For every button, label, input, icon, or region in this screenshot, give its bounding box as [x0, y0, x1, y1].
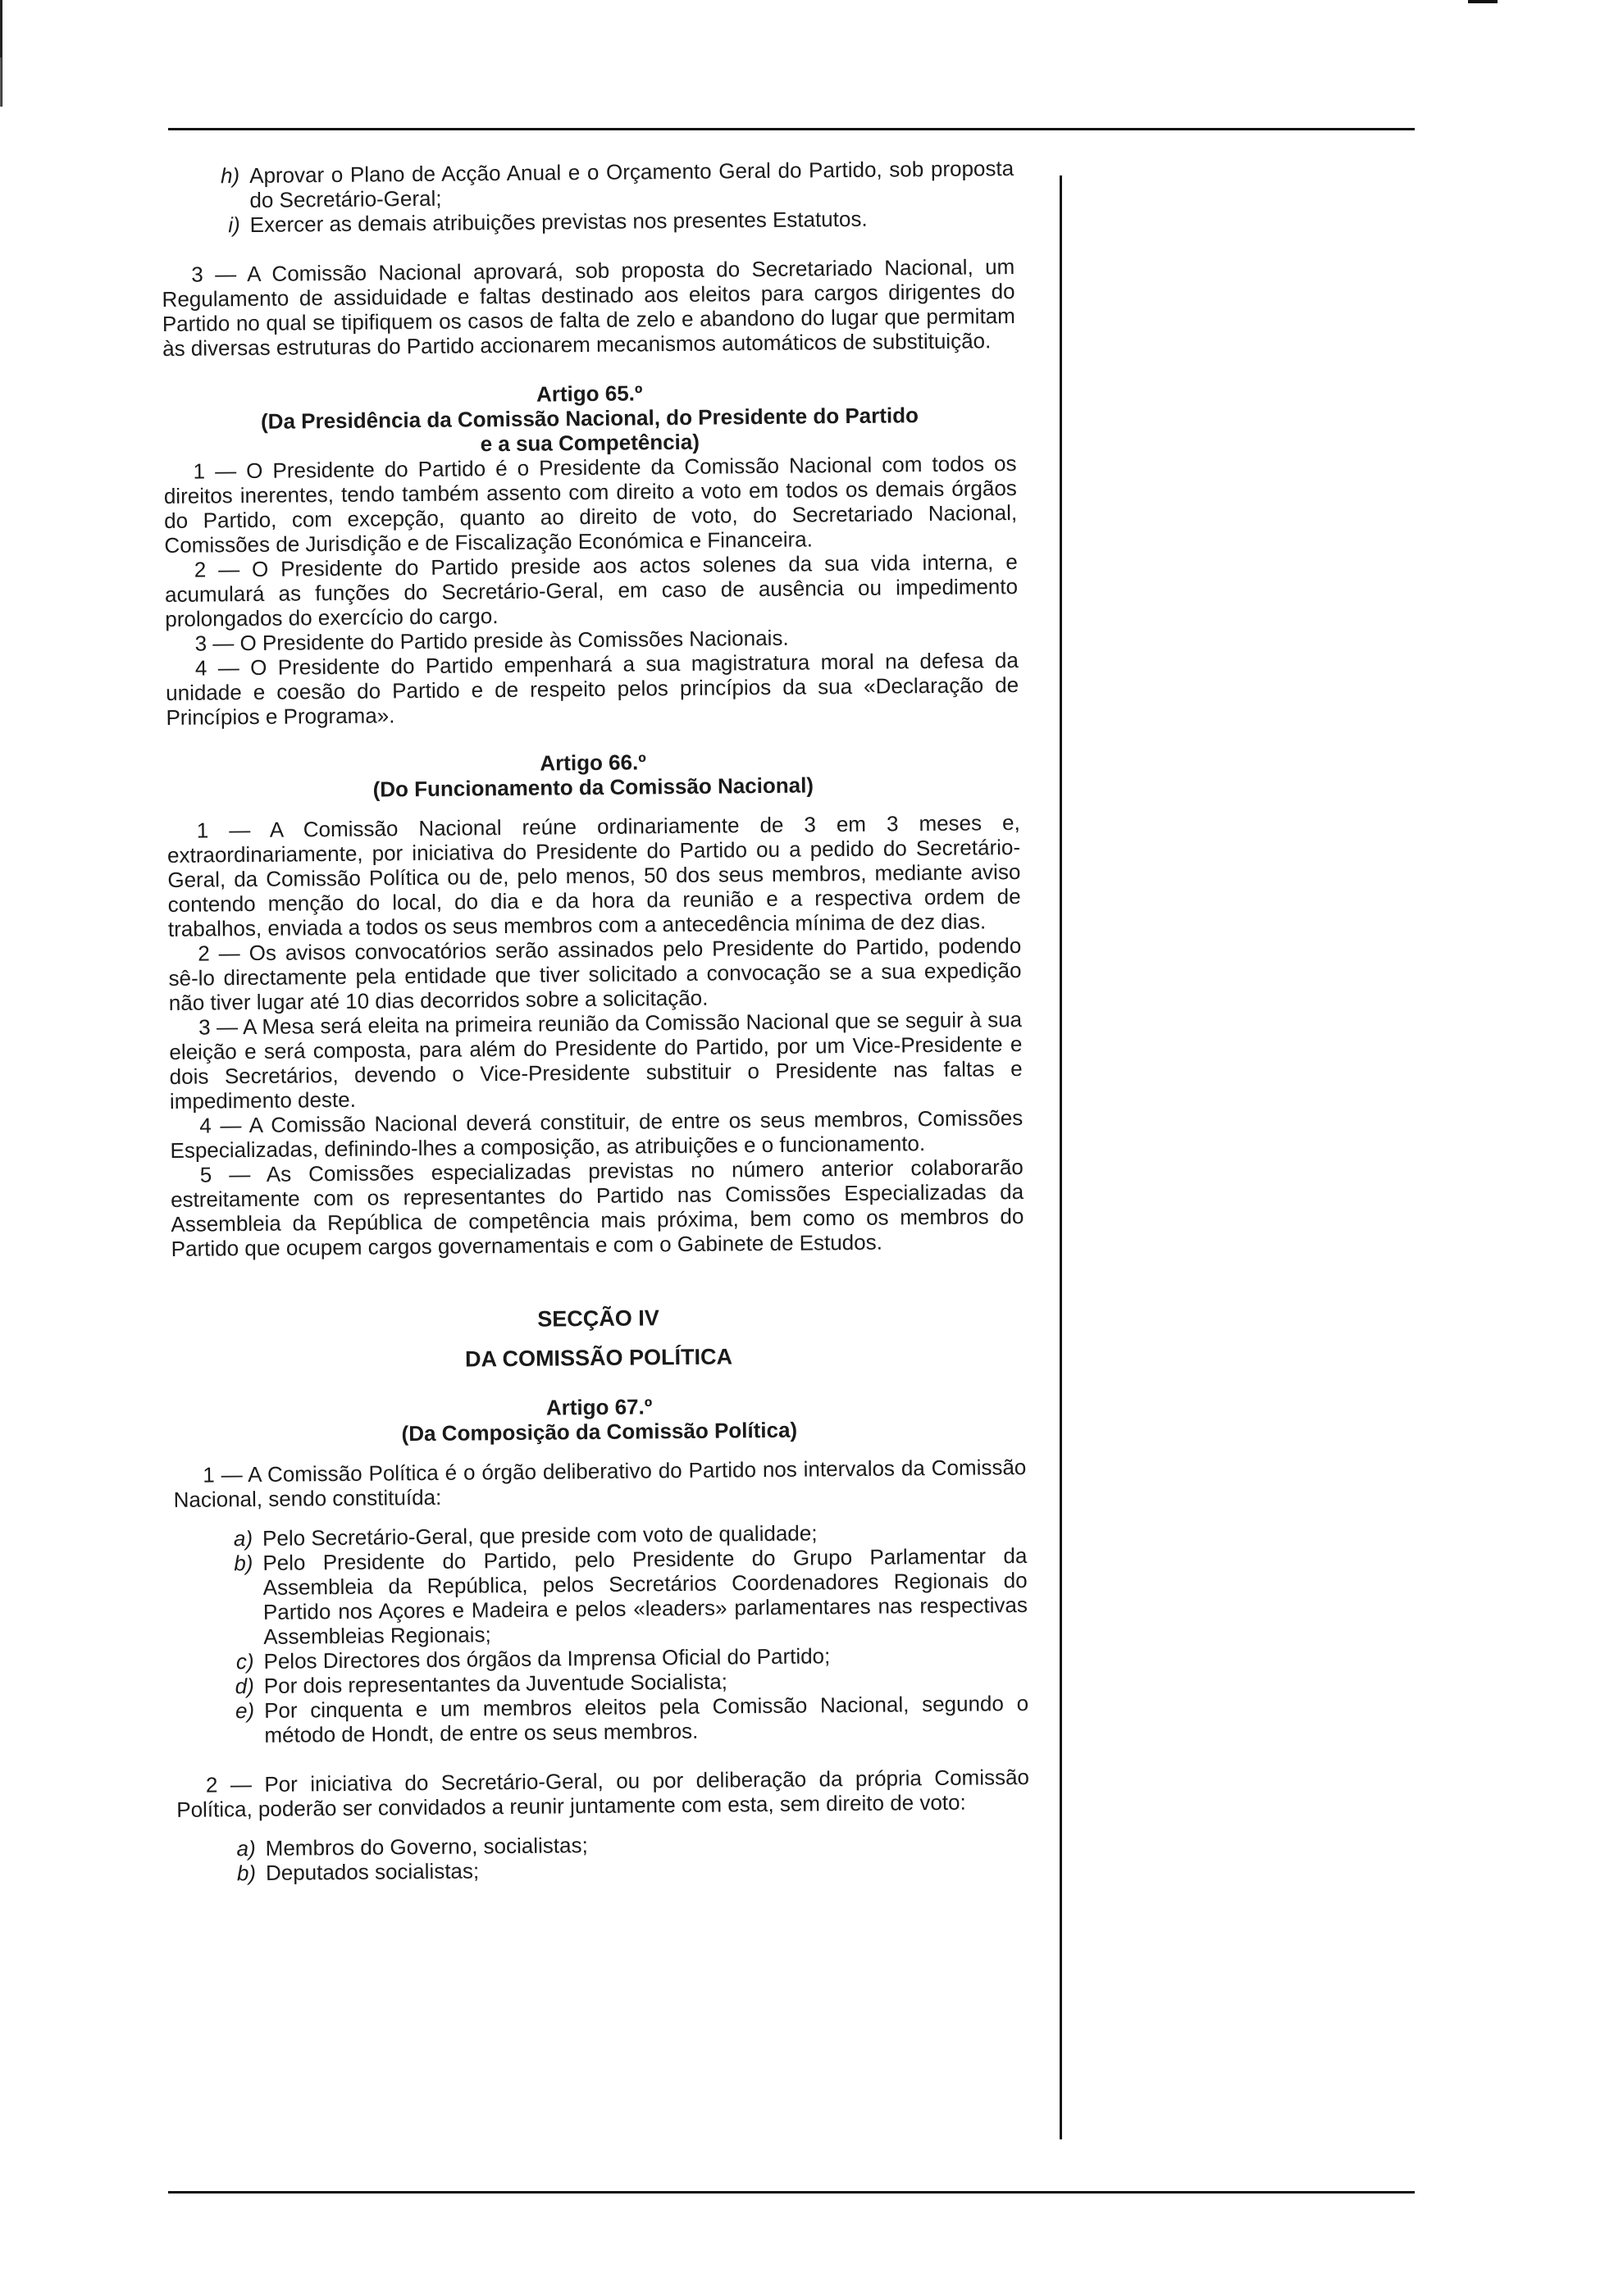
- list-item-label: c): [235, 1648, 254, 1674]
- list-item-text: Pelo Secretário-Geral, que preside com voto de qualidade;: [262, 1520, 818, 1551]
- paragraph: 2 — Os avisos convocatórios serão assinados pelo Presidente do Partido, podendo sê-lo directamente pela entidade que tiver solicitado a convocação se a sua expedição não tiver lugar até 10 dias decorridos sobre a solicitação.: [168, 932, 1022, 1015]
- paragraph: 5 — As Comissões especializadas previstas no número anterior colaborarão estreitamente com os representantes do Partido nas Comissões Especializadas da Assembleia da República de competência mais próxima, bem como os membros do Partido que ocupem cargos governamentais e com o Gabinete de Estudos.: [170, 1154, 1024, 1261]
- paragraph: 4 — A Comissão Nacional deverá constituir, de entre os seus membros, Comissões Especializadas, definindo-lhes a composição, as atribuições e o funcionamento.: [170, 1105, 1024, 1163]
- article-number: Artigo 67.º: [545, 1394, 653, 1420]
- items-top-list: [161, 156, 1014, 238]
- scan-corner-mark: [1468, 0, 1498, 3]
- composition-list: [174, 1519, 1029, 1748]
- paragraph: 4 — O Presidente do Partido empenhará a sua magistratura moral na defesa da unidade e coesão do Partido e de respeito pelos princípios da sua «Declaração de Princípios e Programa».: [166, 647, 1019, 730]
- paragraph: 3 — O Presidente do Partido preside às Comissões Nacionais.: [194, 625, 789, 656]
- article-number: Artigo 66.º: [540, 749, 646, 776]
- paragraph: 3 — A Comissão Nacional aprovará, sob proposta do Secretariado Nacional, um Regulamento de assiduidade e faltas destinado aos eleitos para cargos dirigentes do Partido no qual se tipifiquem os casos de falta de zelo e abandono do lugar que permitam às diversas estruturas do Partido accionarem mecanismos automáticos de substituição.: [162, 254, 1015, 361]
- article-title: (Da Presidência da Comissão Nacional, do Presidente do Partido: [260, 403, 919, 434]
- list-item-text: Membros do Governo, socialistas;: [265, 1833, 588, 1861]
- bottom-rule: [168, 2191, 1415, 2194]
- list-item-label: a): [236, 1835, 256, 1861]
- list-item: [210, 156, 1014, 212]
- paragraph: 2 — Por iniciativa do Secretário-Geral, ou por deliberação da própria Comissão Política, poderão ser convidados a reunir juntamente com esta, sem direito de voto:: [176, 1764, 1030, 1822]
- top-rule: [168, 128, 1415, 130]
- list-item-label: i): [228, 212, 240, 238]
- article-title: (Da Composição da Comissão Política): [401, 1417, 798, 1446]
- list-item-label: d): [235, 1673, 254, 1699]
- list-item-label: b): [236, 1860, 257, 1886]
- invitees-list: [177, 1829, 1031, 1886]
- list-item-label: e): [235, 1697, 255, 1724]
- list-item-text: Pelos Directores dos órgãos da Imprensa Oficial do Partido;: [263, 1643, 831, 1674]
- list-item: [225, 1691, 1029, 1747]
- article-number: Artigo 65.º: [536, 380, 643, 407]
- paragraph: 1 — O Presidente do Partido é o Presidente da Comissão Nacional com todos os direitos inerentes, tendo também assento com direito a voto em todos os demais órgãos do Partido, com excepção, quanto ao direito de voto, do Secretariado Nacional, Comissões de Jurisdição e de Fiscalização Económica e Financeira.: [163, 451, 1018, 558]
- list-item-text: Por dois representantes da Juventude Socialista;: [263, 1669, 728, 1698]
- paragraph: 3 — A Mesa será eleita na primeira reunião da Comissão Nacional que se seguir à sua eleição e será composta, para além do Presidente do Partido, por um Vice-Presidente e dois Secretários, devendo o Vice-Presidente substituir o Presidente nas faltas e impedimento deste.: [169, 1006, 1023, 1114]
- paragraph: 2 — O Presidente do Partido preside aos actos solenes da sua vida interna, e acumulará as funções do Secretário-Geral, em caso de ausência ou impedimento prolongados do exercício do cargo.: [164, 549, 1019, 631]
- section-title: DA COMISSÃO POLÍTICA: [464, 1344, 733, 1372]
- paragraph: 1 — A Comissão Nacional reúne ordinariamente de 3 em 3 meses e, extraordinariamente, por iniciativa do Presidente do Partido ou a pedido do Secretário-Geral, da Comissão Política ou de, pelo menos, 50 dos seus membros, mediante aviso contendo menção do local, do dia e da hora da reunião e a respectiva ordem de trabalhos, enviada a todos os seus membros com a antecedência mínima de dez dias.: [166, 809, 1021, 941]
- list-item-text: Exercer as demais atribuições previstas nos presentes Estatutos.: [249, 206, 868, 237]
- list-item-text: Deputados socialistas;: [265, 1858, 480, 1885]
- column-rule: [1060, 175, 1062, 2139]
- list-item-label: b): [234, 1551, 253, 1576]
- article-title: (Do Funcionamento da Comissão Nacional): [372, 772, 814, 802]
- list-item-text: Por cinquenta e um membros eleitos pela Comissão Nacional, segundo o método de Hondt, de entre os seus membros.: [263, 1690, 1029, 1747]
- list-item: [223, 1543, 1028, 1649]
- section-number: SECÇÃO IV: [537, 1305, 659, 1332]
- article-title: e a sua Competência): [480, 429, 700, 457]
- list-item-text: Pelo Presidente do Partido, pelo Presidente do Grupo Parlamentar da Assembleia da República, pelos Secretários Coordenadores Regionais do Partido nos Açores e Madeira e pelos «leaders» parlamentares nas respectivas Assembleias Regionais;: [262, 1542, 1028, 1649]
- list-item-text: Aprovar o Plano de Acção Anual e o Orçamento Geral do Partido, sob proposta do Secretário-Geral;: [248, 156, 1014, 212]
- paragraph: 1 — A Comissão Política é o órgão deliberativo do Partido nos intervalos da Comissão Nacional, sendo constituída:: [173, 1454, 1027, 1512]
- list-item-label: h): [220, 163, 240, 189]
- scan-edge-mark: [0, 57, 2, 107]
- list-item-label: a): [233, 1526, 253, 1551]
- document-page: [161, 156, 1030, 1886]
